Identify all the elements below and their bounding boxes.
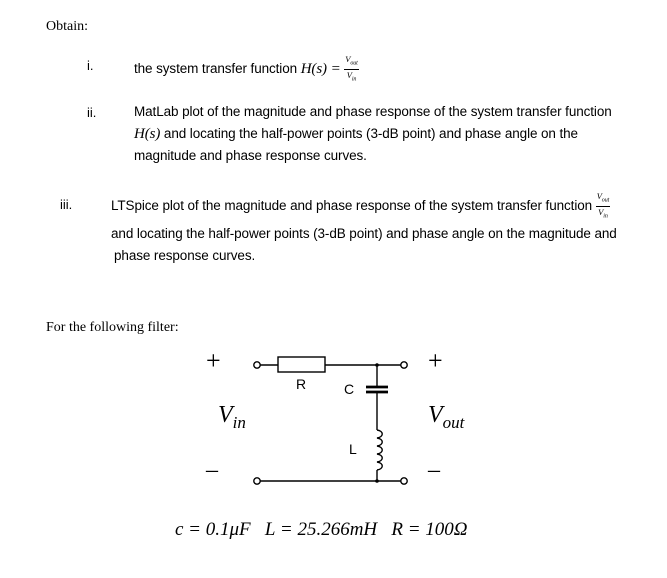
- item-3-frac-num-sub: out: [601, 197, 610, 204]
- inductor-coil-symbol: [377, 430, 382, 470]
- vin-sub: in: [232, 412, 246, 432]
- vout-minus-sign: –: [428, 457, 440, 483]
- vin-label: [218, 402, 246, 436]
- item-2-line-3: magnitude and phase response curves.: [134, 148, 367, 163]
- item-3-line-1: LTSpice plot of the magnitude and phase response of the system transfer function: [111, 197, 593, 213]
- vout-sub: out: [442, 412, 465, 432]
- item-3-line-3: phase response curves.: [114, 248, 256, 264]
- item-2-function: H(s): [134, 126, 161, 142]
- obtain-heading: Obtain:: [46, 19, 88, 34]
- input-terminal-top: [254, 362, 260, 368]
- item-3-number: iii.: [60, 197, 73, 212]
- item-1-number: i.: [87, 58, 94, 73]
- output-terminal-top: [401, 362, 407, 368]
- filter-intro-label: For the following filter:: [46, 320, 179, 335]
- capacitor-label: C: [344, 381, 355, 397]
- vout-label: [428, 402, 464, 436]
- junction-bottom: [375, 479, 379, 483]
- item-2-line-2: and locating the half-power points (3-dB point) and phase angle on the: [163, 126, 578, 141]
- frac-den: V: [346, 69, 352, 80]
- output-terminal-bottom: [401, 478, 407, 484]
- vout-plus-sign: +: [428, 346, 443, 375]
- vout-v: V: [428, 402, 443, 428]
- input-terminal-bottom: [254, 478, 260, 484]
- item-2-number: ii.: [87, 105, 97, 120]
- junction-top: [375, 363, 379, 367]
- vin-minus-sign: –: [206, 457, 218, 483]
- resistor-label: R: [296, 376, 307, 392]
- item-3-frac-num: V: [596, 191, 602, 201]
- vin-v: V: [218, 402, 233, 428]
- frac-den-sub: in: [351, 76, 357, 83]
- item-2-line-1: MatLab plot of the magnitude and phase response of the system transfer function: [134, 104, 612, 119]
- vin-plus-sign: +: [206, 346, 221, 375]
- frac-num-sub: out: [350, 60, 358, 67]
- item-1-label: the system transfer function: [134, 60, 298, 76]
- component-values: c = 0.1μF L = 25.266mH R = 100Ω: [175, 519, 468, 540]
- frac-num: V: [345, 54, 351, 64]
- item-3-line-2: and locating the half-power points (3-dB point) and phase angle on the magnitude and: [111, 226, 617, 242]
- item-3-frac-den: V: [598, 206, 604, 217]
- item-3-frac-den-sub: in: [603, 213, 608, 220]
- inductor-label: L: [349, 441, 357, 457]
- resistor-symbol: [278, 357, 325, 372]
- transfer-function-symbol: H(s) =: [300, 60, 341, 77]
